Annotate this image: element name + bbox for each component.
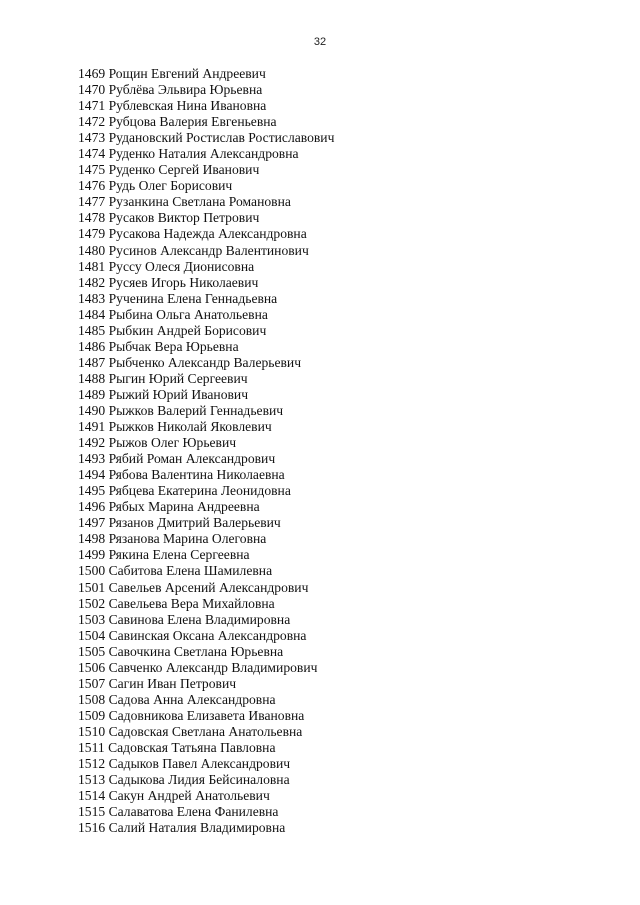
list-item: 1501 Савельев Арсений Александрович [78,579,309,595]
name-list [78,66,334,836]
list-item: 1491 Рыжков Николай Яковлевич [78,419,272,435]
list-item: 1474 Руденко Наталия Александровна [78,146,299,162]
list-item: 1487 Рыбченко Александр Валерьевич [78,354,302,370]
list-item: 1509 Садовникова Елизавета Ивановна [78,707,305,723]
list-item: 1492 Рыжов Олег Юрьевич [78,435,237,451]
list-item: 1514 Сакун Андрей Анатольевич [78,788,270,804]
list-item: 1484 Рыбина Ольга Анатольевна [78,306,268,322]
list-item: 1506 Савченко Александр Владимирович [78,659,318,675]
list-item: 1485 Рыбкин Андрей Борисович [78,322,267,338]
list-item: 1477 Рузанкина Светлана Романовна [78,194,291,210]
list-item: 1513 Садыкова Лидия Бейсиналовна [78,772,290,788]
list-item: 1515 Салаватова Елена Фанилевна [78,804,279,820]
list-item: 1481 Руссу Олеся Дионисовна [78,258,255,274]
list-item: 1478 Русаков Виктор Петрович [78,210,260,226]
list-item: 1471 Рублевская Нина Ивановна [78,98,267,114]
list-item: 1510 Садовская Светлана Анатольевна [78,723,303,739]
list-item: 1486 Рыбчак Вера Юрьевна [78,338,239,354]
list-item: 1490 Рыжков Валерий Геннадьевич [78,402,284,418]
list-item: 1473 Рудановский Ростислав Ростиславович [78,130,335,146]
list-item: 1508 Садова Анна Александровна [78,691,276,707]
list-item: 1472 Рубцова Валерия Евгеньевна [78,114,277,130]
list-item: 1505 Савочкина Светлана Юрьевна [78,643,284,659]
list-item: 1502 Савельева Вера Михайловна [78,595,275,611]
list-item: 1470 Рублёва Эльвира Юрьевна [78,82,263,98]
list-item: 1489 Рыжий Юрий Иванович [78,386,249,402]
list-item: 1495 Рябцева Екатерина Леонидовна [78,483,291,499]
list-item: 1479 Русакова Надежда Александровна [78,226,307,242]
list-item: 1493 Рябий Роман Александрович [78,451,276,467]
list-item: 1475 Руденко Сергей Иванович [78,162,260,178]
list-item: 1496 Рябых Марина Андреевна [78,499,260,515]
list-item: 1511 Садовская Татьяна Павловна [78,739,276,755]
list-item: 1499 Рякина Елена Сергеевна [78,547,250,563]
list-item: 1469 Рощин Евгений Андреевич [78,66,266,81]
list-item: 1516 Салий Наталия Владимировна [78,820,286,836]
list-item: 1480 Русинов Александр Валентинович [78,242,309,258]
list-item: 1512 Садыков Павел Александрович [78,756,291,772]
list-item: 1504 Савинская Оксана Александровна [78,627,307,643]
list-item: 1503 Савинова Елена Владимировна [78,611,291,627]
page-number: 32 [313,36,327,48]
list-item: 1498 Рязанова Марина Олеговна [78,531,267,547]
list-item: 1497 Рязанов Дмитрий Валерьевич [78,515,281,531]
list-item: 1476 Рудь Олег Борисович [78,178,233,194]
list-item: 1483 Рученина Елена Геннадьевна [78,290,278,306]
list-item: 1500 Сабитова Елена Шамилевна [78,563,273,579]
list-item: 1507 Сагин Иван Петрович [78,675,237,691]
list-item: 1494 Рябова Валентина Николаевна [78,467,285,483]
list-item: 1482 Русяев Игорь Николаевич [78,274,259,290]
list-item: 1488 Рыгин Юрий Сергеевич [78,370,248,386]
